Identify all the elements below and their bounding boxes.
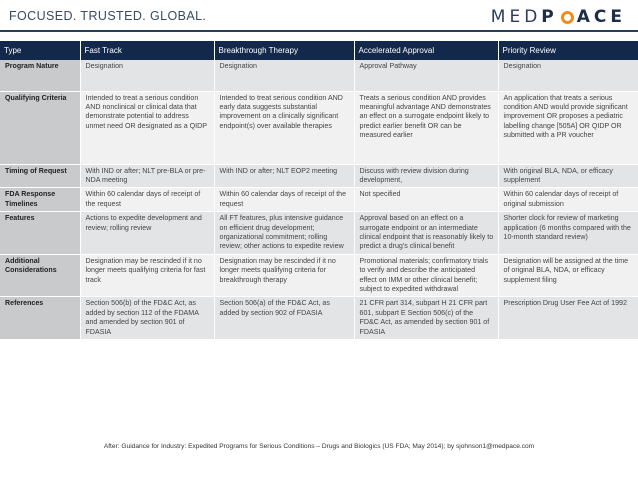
table-cell: Designation — [80, 60, 214, 91]
table-header-row — [0, 41, 638, 60]
table-cell: Designation may be rescinded if it no longer meets qualifying criteria for breakthrough therapy — [214, 254, 354, 297]
logo-p: P — [541, 7, 558, 27]
row-header: Timing of Request — [0, 164, 80, 188]
row-header: Program Nature — [0, 60, 80, 91]
table-cell: With IND or after; NLT EOP2 meeting — [214, 164, 354, 188]
table-cell: With original BLA, NDA, or efficacy supplement — [498, 164, 638, 188]
medpace-logo — [491, 6, 626, 28]
table-cell: Within 60 calendar days of receipt of original submission — [498, 188, 638, 212]
column-header: Type — [0, 41, 80, 60]
table-cell: Shorter clock for review of marketing application (6 months compared with the 10-month standard review) — [498, 212, 638, 255]
row-header: References — [0, 297, 80, 340]
table-cell: Intended to treat a serious condition AND nonclinical or clinical data that demonstrate potential to address unmet need OR designated as a QIDP — [80, 91, 214, 164]
table-cell: Approval based on an effect on a surrogate endpoint or an intermediate clinical endpoint that is reasonably likely to predict a drug's clinical benefit — [354, 212, 498, 255]
table-cell: All FT features, plus intensive guidance on efficient drug development; organizational commitment; rolling review; other actions to expedite review — [214, 212, 354, 255]
table-row — [0, 254, 638, 297]
row-header: Qualifying Criteria — [0, 91, 80, 164]
table-cell: Discuss with review division during development, — [354, 164, 498, 188]
table-cell: Within 60 calendar days of receipt of the request — [80, 188, 214, 212]
row-header: Additional Considerations — [0, 254, 80, 297]
column-header: Fast Track — [80, 41, 214, 60]
table-row — [0, 297, 638, 340]
table-cell: Treats a serious condition AND provides meaningful advantage AND demonstrates an effect on a surrogate endpoint likely to predict earlier benefit OR can be measured earlier — [354, 91, 498, 164]
logo-text-right: ACE — [576, 7, 626, 27]
header-rule — [0, 30, 638, 32]
table-cell: Promotional materials; confirmatory trials to verify and describe the anticipated effect on IMM or other clinical benefit; subject to expedited withdrawal — [354, 254, 498, 297]
table-cell: Approval Pathway — [354, 60, 498, 91]
table-row — [0, 188, 638, 212]
row-header: Features — [0, 212, 80, 255]
table-cell: Designation may be rescinded if it no longer meets qualifying criteria for fast track — [80, 254, 214, 297]
table-cell: An application that treats a serious condition AND would provide significant improvement OR proposes a pediatric labelling change [505A] OR QIDP OR submitted with a PR voucher — [498, 91, 638, 164]
table-cell: Not specified — [354, 188, 498, 212]
column-header: Accelerated Approval — [354, 41, 498, 60]
table-cell: Section 506(a) of the FD&C Act, as added by section 902 of FDASIA — [214, 297, 354, 340]
source-footer: After: Guidance for Industry: Expedited Programs for Serious Conditions – Drugs and Biologics (US FDA; May 2014); by sjohnson1@medpace.com — [103, 443, 535, 450]
table-row — [0, 212, 638, 255]
column-header: Breakthrough Therapy — [214, 41, 354, 60]
expedited-programs-table — [0, 41, 638, 340]
table-cell: Actions to expedite development and review; rolling review — [80, 212, 214, 255]
logo-text-left: MED — [490, 7, 542, 27]
table-row — [0, 164, 638, 188]
table-cell: Section 506(b) of the FD&C Act, as added by section 112 of the FDAMA and amended by section 901 of FDASIA — [80, 297, 214, 340]
table-row — [0, 91, 638, 164]
table-cell: Designation — [214, 60, 354, 91]
tagline: FOCUSED. TRUSTED. GLOBAL. — [9, 9, 207, 23]
table-cell: Designation will be assigned at the time of original BLA, NDA, or efficacy supplement filing — [498, 254, 638, 297]
table-cell: Prescription Drug User Fee Act of 1992 — [498, 297, 638, 340]
table-cell: 21 CFR part 314, subpart H 21 CFR part 601, subpart E Section 506(c) of the FD&C Act, as amended by section 901 of FDASIA — [354, 297, 498, 340]
column-header: Priority Review — [498, 41, 638, 60]
table-cell: Within 60 calendar days of receipt of the request — [214, 188, 354, 212]
table-cell: With IND or after; NLT pre-BLA or pre-NDA meeting — [80, 164, 214, 188]
logo-ring-icon — [561, 11, 574, 24]
table-cell: Designation — [498, 60, 638, 91]
table-cell: Intended to treat serious condition AND early data suggests substantial improvement on a clinically significant endpoint(s) over available therapies — [214, 91, 354, 164]
table-row — [0, 60, 638, 91]
row-header: FDA Response Timelines — [0, 188, 80, 212]
